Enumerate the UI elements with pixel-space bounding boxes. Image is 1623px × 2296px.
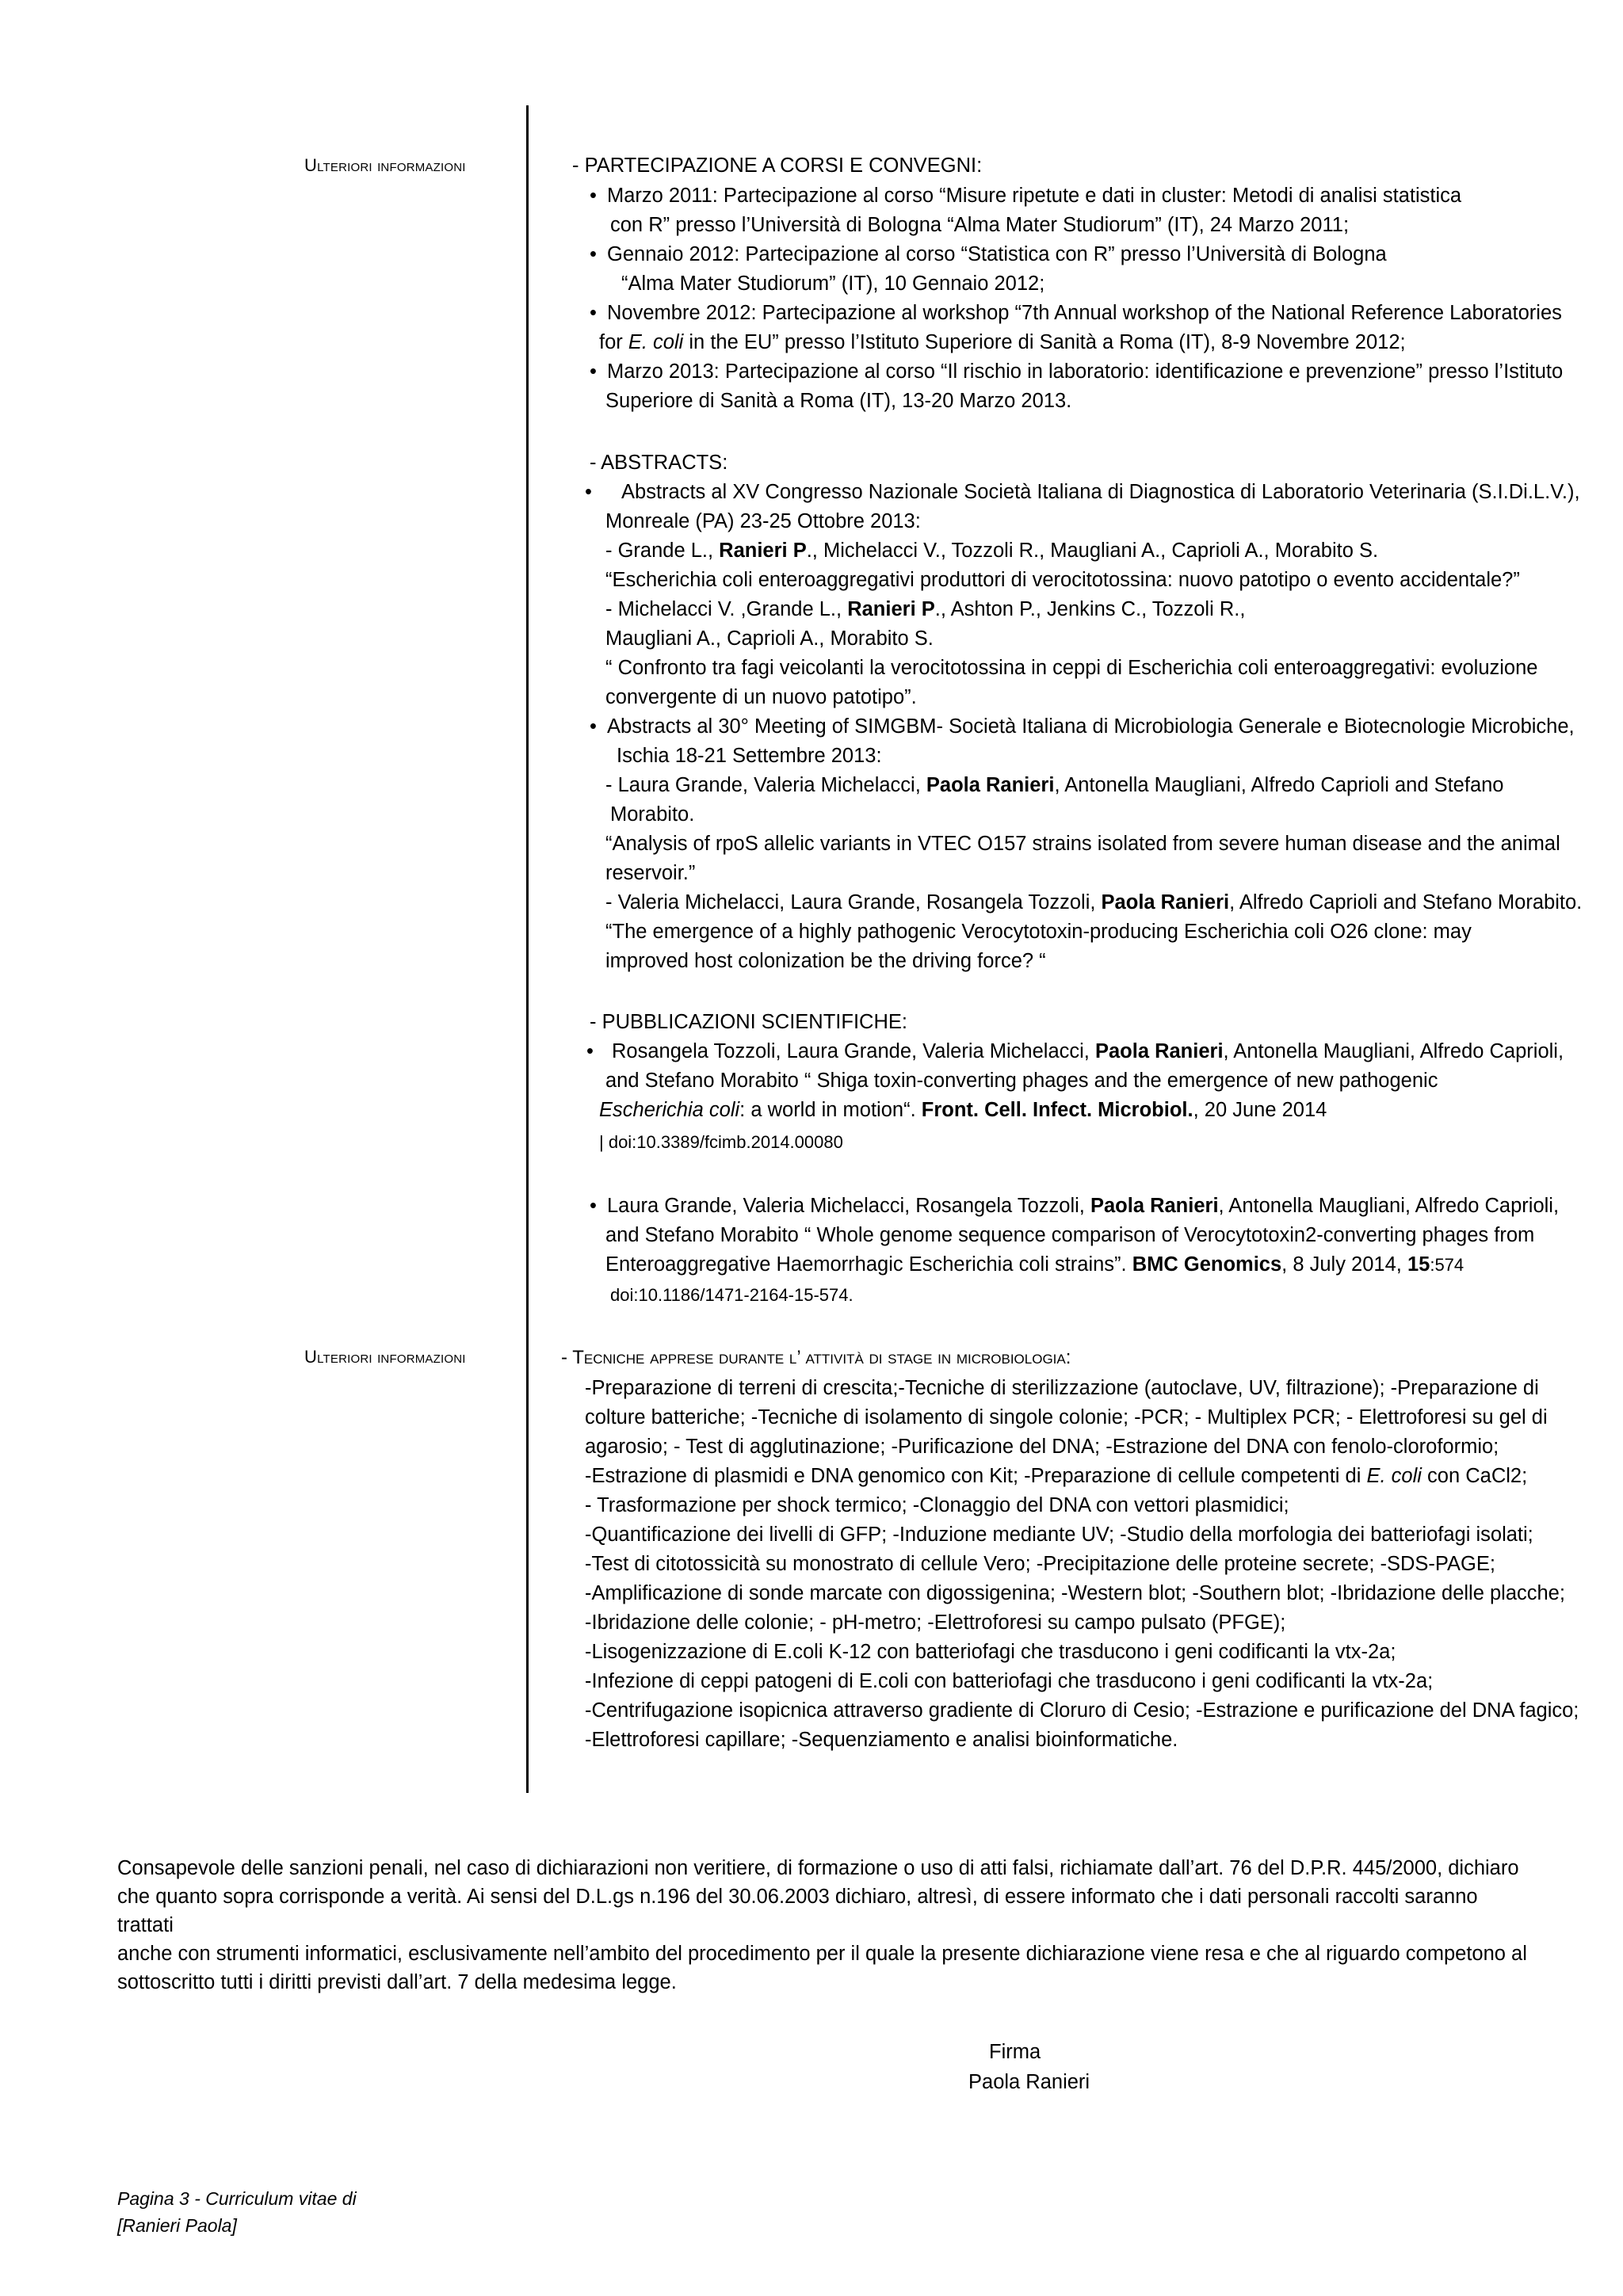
abstracts-heading: - ABSTRACTS: <box>590 452 728 474</box>
page-footer <box>117 2185 357 2239</box>
text-line: - Grande L., Ranieri P., Michelacci V., Tozzoli R., Maugliani A., Caprioli A., Morabito S. <box>605 540 1379 562</box>
list-item: • Rosangela Tozzoli, Laura Grande, Valeria Michelacci, Paola Ranieri, Antonella Maugliani, Alfredo Caprioli, <box>586 1040 1564 1062</box>
bullet-icon: • <box>590 185 597 207</box>
list-item: • Laura Grande, Valeria Michelacci, Rosangela Tozzoli, Paola Ranieri, Antonella Maugliani, Alfredo Caprioli, <box>590 1195 1560 1217</box>
signature-name: Paola Ranieri <box>968 2071 1090 2093</box>
text-line: Ischia 18-21 Settembre 2013: <box>617 745 882 767</box>
page-number: Pagina 3 - Curriculum vitae di <box>117 2188 357 2209</box>
bullet-icon: • <box>590 715 597 738</box>
list-item: • Abstracts al 30° Meeting of SIMGBM- Società Italiana di Microbiologia Generale e Biotecnologie Microbiche, <box>590 715 1575 738</box>
bullet-icon: • <box>590 1195 597 1217</box>
text-line: Escherichia coli: a world in motion“. Front. Cell. Infect. Microbiol., 20 June 2014 <box>599 1099 1327 1121</box>
doi-text: doi:10.1186/1471-2164-15-574. <box>610 1285 854 1305</box>
bullet-icon: • <box>590 243 597 265</box>
text-line: -Amplificazione di sonde marcate con digossigenina; -Western blot; -Southern blot; -Ibridazione delle placche; <box>585 1582 1565 1604</box>
tecniche-heading: - Tecniche apprese durante l’ attività di stage in microbiologia: <box>561 1347 1071 1368</box>
pubblicazioni-heading: - PUBBLICAZIONI SCIENTIFICHE: <box>590 1011 907 1033</box>
list-item-continuation: “Alma Mater Studiorum” (IT), 10 Gennaio 2012; <box>621 273 1045 295</box>
text-line: “The emergence of a highly pathogenic Verocytotoxin-producing Escherichia coli O26 clone: may <box>605 921 1472 943</box>
text-line: agarosio; - Test di agglutinazione; -Purificazione del DNA; -Estrazione del DNA con fenolo-cloroformio; <box>585 1436 1499 1458</box>
text-line: -Lisogenizzazione di E.coli K-12 con batteriofagi che trasducono i geni codificanti la vtx-2a; <box>585 1641 1396 1663</box>
section-label-ulteriori-informazioni-2: Ulteriori informazioni <box>304 1347 466 1367</box>
text-line: convergente di un nuovo patotipo”. <box>605 686 917 708</box>
text-line: -Centrifugazione isopicnica attraverso gradiente di Cloruro di Cesio; -Estrazione e purificazione del DNA fagico; <box>585 1699 1579 1722</box>
text-line: Morabito. <box>610 803 695 826</box>
text-line: and Stefano Morabito “ Shiga toxin-converting phages and the emergence of new pathogenic <box>605 1070 1438 1092</box>
bullet-icon: • <box>586 1040 594 1062</box>
list-item: • Abstracts al XV Congresso Nazionale Società Italiana di Diagnostica di Laboratorio Veterinaria (S.I.Di.L.V.), <box>585 481 1580 503</box>
text-line: sottoscritto tutti i diritti previsti dall’art. 7 della medesima legge. <box>117 1971 677 1993</box>
signature-label: Firma <box>989 2041 1041 2063</box>
text-line: Consapevole delle sanzioni penali, nel caso di dichiarazioni non veritiere, di formazione o uso di atti falsi, richiamate dall’art. 76 del D.P.R. 445/2000, dichiaro <box>117 1857 1519 1879</box>
list-item-continuation: for E. coli in the EU” presso l’Istituto Superiore di Sanità a Roma (IT), 8-9 Novembre 2012; <box>599 331 1406 353</box>
text-line: “ Confronto tra fagi veicolanti la verocitotossina in ceppi di Escherichia coli enteroaggregativi: evoluzione <box>605 657 1538 679</box>
text-line: - Michelacci V. ,Grande L., Ranieri P., Ashton P., Jenkins C., Tozzoli R., <box>605 598 1246 620</box>
text-line: “Analysis of rpoS allelic variants in VTEC O157 strains isolated from severe human disease and the animal <box>605 833 1560 855</box>
doi-text: | doi:10.3389/fcimb.2014.00080 <box>599 1132 843 1152</box>
text-line: -Elettroforesi capillare; -Sequenziamento e analisi bioinformatiche. <box>585 1729 1178 1751</box>
list-item-continuation: con R” presso l’Università di Bologna “Alma Mater Studiorum” (IT), 24 Marzo 2011; <box>610 214 1350 236</box>
text-line: che quanto sopra corrisponde a verità. Ai sensi del D.L.gs n.196 del 30.06.2003 dichiaro, altresì, di essere informato che i dati personali raccolti saranno trattati <box>117 1886 1478 1936</box>
text-line: Monreale (PA) 23-25 Ottobre 2013: <box>605 510 921 532</box>
text-line: -Quantificazione dei livelli di GFP; -Induzione mediante UV; -Studio della morfologia dei batteriofagi isolati; <box>585 1524 1533 1546</box>
text-line: and Stefano Morabito “ Whole genome sequence comparison of Verocytotoxin2-converting phages from <box>605 1224 1535 1246</box>
text-line: - Laura Grande, Valeria Michelacci, Paola Ranieri, Antonella Maugliani, Alfredo Caprioli and Stefano <box>605 774 1504 796</box>
text-line: -Preparazione di terreni di crescita;-Tecniche di sterilizzazione (autoclave, UV, filtrazione); -Preparazione di <box>585 1377 1539 1399</box>
text-line: anche con strumenti informatici, esclusivamente nell’ambito del procedimento per il quale la presente dichiarazione viene resa e che al riguardo competono al <box>117 1943 1527 1965</box>
text-line: Maugliani A., Caprioli A., Morabito S. <box>605 627 934 650</box>
text-line: - Valeria Michelacci, Laura Grande, Rosangela Tozzoli, Paola Ranieri, Alfredo Caprioli and Stefano Morabito. <box>605 891 1583 913</box>
vertical-divider <box>526 105 529 1793</box>
text-line: “Escherichia coli enteroaggregativi produttori di verocitotossina: nuovo patotipo o evento accidentale?” <box>605 569 1520 591</box>
text-line: -Infezione di ceppi patogeni di E.coli con batteriofagi che trasducono i geni codificanti la vtx-2a; <box>585 1670 1434 1692</box>
text-line: -Estrazione di plasmidi e DNA genomico con Kit; -Preparazione di cellule competenti di E. coli con CaCl2; <box>585 1465 1528 1487</box>
list-item: • Gennaio 2012: Partecipazione al corso “Statistica con R” presso l’Università di Bologna <box>590 243 1387 265</box>
bullet-icon: • <box>590 302 597 324</box>
cv-owner: [Ranieri Paola] <box>117 2215 237 2236</box>
section-label-ulteriori-informazioni-1: Ulteriori informazioni <box>304 155 466 175</box>
text-line: Enteroaggregative Haemorrhagic Escherichia coli strains”. BMC Genomics, 8 July 2014, 15:574 <box>605 1253 1465 1276</box>
text-line: -Ibridazione delle colonie; - pH-metro; -Elettroforesi su campo pulsato (PFGE); <box>585 1611 1286 1634</box>
list-item-continuation: Superiore di Sanità a Roma (IT), 13-20 Marzo 2013. <box>605 390 1072 412</box>
list-item: • Marzo 2011: Partecipazione al corso “Misure ripetute e dati in cluster: Metodi di analisi statistica <box>590 185 1462 207</box>
list-item: • Marzo 2013: Partecipazione al corso “Il rischio in laboratorio: identificazione e prevenzione” presso l’Istituto <box>590 360 1564 383</box>
text-line: - Trasformazione per shock termico; -Clonaggio del DNA con vettori plasmidici; <box>585 1494 1289 1516</box>
bullet-icon: • <box>590 360 597 383</box>
text-line: reservoir.” <box>605 862 696 884</box>
text-line: -Test di citotossicità su monostrato di cellule Vero; -Precipitazione delle proteine secrete; -SDS-PAGE; <box>585 1553 1495 1575</box>
text-line: improved host colonization be the driving force? “ <box>605 950 1046 972</box>
privacy-declaration <box>117 1854 1528 1997</box>
bullet-icon: • <box>585 481 592 503</box>
list-item: • Novembre 2012: Partecipazione al workshop “7th Annual workshop of the National Reference Laboratories <box>590 302 1562 324</box>
corsi-heading: - PARTECIPAZIONE A CORSI E CONVEGNI: <box>572 154 983 177</box>
text-line: colture batteriche; -Tecniche di isolamento di singole colonie; -PCR; - Multiplex PCR; - Elettroforesi su gel di <box>585 1406 1548 1428</box>
